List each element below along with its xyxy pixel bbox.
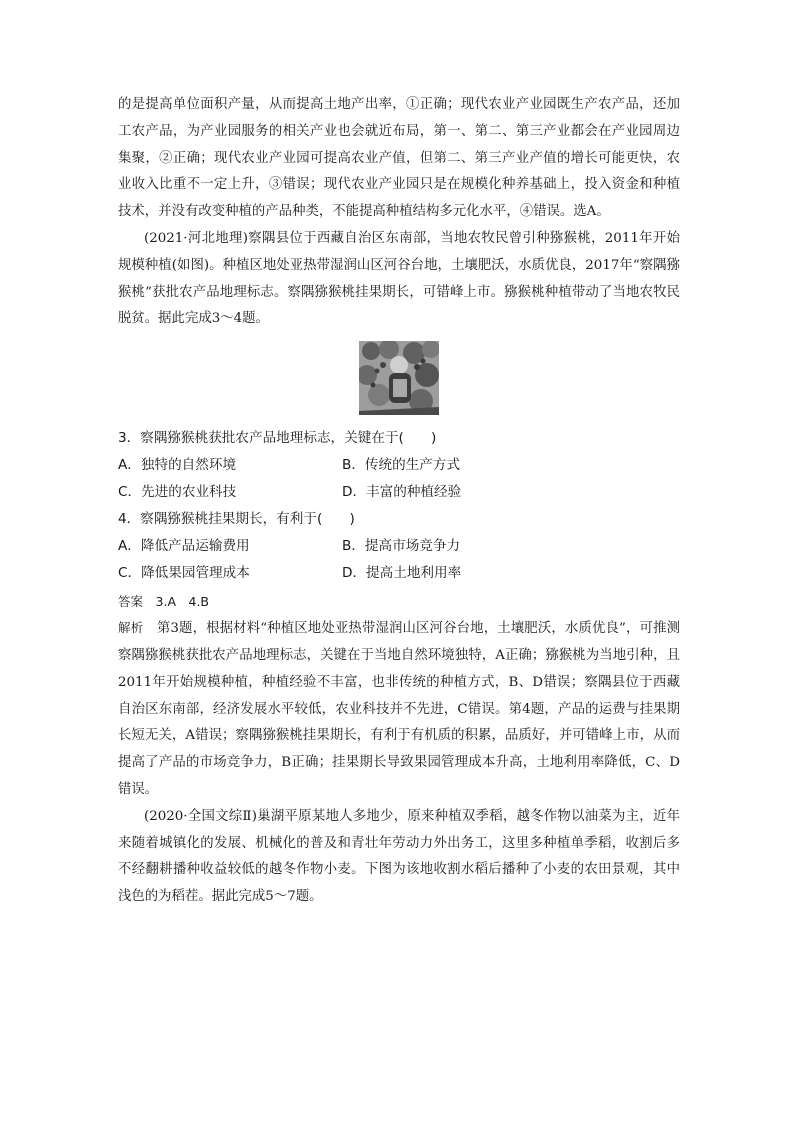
question-4-option-b: B．提高市场竞争力 — [342, 538, 461, 555]
answer-text: 3.A 4.B — [155, 594, 210, 610]
question-3-option-c: C．先进的农业科技 — [118, 484, 237, 501]
question-4-stem: 4．察隅猕猴桃挂果期长，有利于( ) — [118, 511, 355, 528]
material-paragraph-chaohu: (2020·全国文综Ⅱ)巢湖平原某地人多地少，原来种植双季稻，越冬作物以油菜为主，近年来随着城镇化的发展、机械化的普及和青壮年劳动力外出务工，这里多种植单季稻，收割后多不经翻耕播种收益较低的越冬作物小麦。下图为该地收割水稻后播种了小麦的农田景观，其中浅色的为稻茬。据此完成5～7题。 — [118, 808, 680, 905]
document-page — [118, 92, 680, 911]
question-4-option-a: A．降低产品运输费用 — [118, 538, 250, 555]
answer-line — [118, 589, 680, 615]
question-4-option-d: D．提高土地利用率 — [342, 565, 462, 582]
question-4-option-c: C．降低果园管理成本 — [118, 565, 250, 582]
answer-label: 答案 — [118, 594, 144, 610]
material-paragraph-kiwi: (2021·河北地理)察隅县位于西藏自治区东南部，当地农牧民曾引种猕猴桃，2011年开始规模种植(如图)。种植区地处亚热带湿润山区河谷台地，土壤肥沃，水质优良，2017年“察隅猕猴桃”获批农产品地理标志。察隅猕猴桃挂果期长，可错峰上市。猕猴桃种植带动了当地农牧民脱贫。据此完成3～4题。 — [118, 230, 680, 327]
question-3-option-d: D．丰富的种植经验 — [342, 484, 462, 501]
carry-over-paragraph: 的是提高单位面积产量，从而提高土地产出率，①正确；现代农业产业园既生产农产品，还加工农产品，为产业园服务的相关产业也会就近布局，第一、第二、第三产业都会在产业园周边集聚，②正确；现代农业产业园可提高农业产值，但第二、第三产业产值的增长可能更快，农业收入比重不一定上升，③错误；现代农业产业园只是在规模化种养基础上，投入资金和种植技术，并没有改变种植的产品种类，不能提高种植结构多元化水平，④错误。选A。 — [118, 97, 680, 220]
question-3-option-b: B．传统的生产方式 — [342, 457, 461, 474]
analysis-paragraph — [118, 615, 680, 804]
question-3-options — [118, 452, 680, 506]
question-4-options — [118, 533, 680, 587]
analysis-text: 第3题，根据材料“种植区地处亚热带湿润山区河谷台地，土壤肥沃，水质优良”，可推测察隅猕猴桃获批农产品地理标志，关键在于当地自然环境独特，A正确；猕猴桃为当地引种，且2011年开始规模种植，种植经验不丰富，也非传统的种植方式，B、D错误；察隅县位于西藏自治区东南部，经济发展水平较低，农业科技并不先进，C错误。第4题，产品的运费与挂果期长短无关，A错误；察隅猕猴桃挂果期长，有利于有机质的积累，品质好，并可错峰上市，从而提高了产品的市场竞争力，B正确；挂果期长导致果园管理成本升高，土地利用率降低，C、D错误。 — [118, 621, 681, 797]
kiwi-orchard-photo — [359, 341, 439, 415]
question-3-stem: 3．察隅猕猴桃获批农产品地理标志，关键在于( ) — [118, 430, 437, 447]
analysis-label: 解析 — [118, 620, 144, 636]
question-3-option-a: A．独特的自然环境 — [118, 457, 237, 474]
